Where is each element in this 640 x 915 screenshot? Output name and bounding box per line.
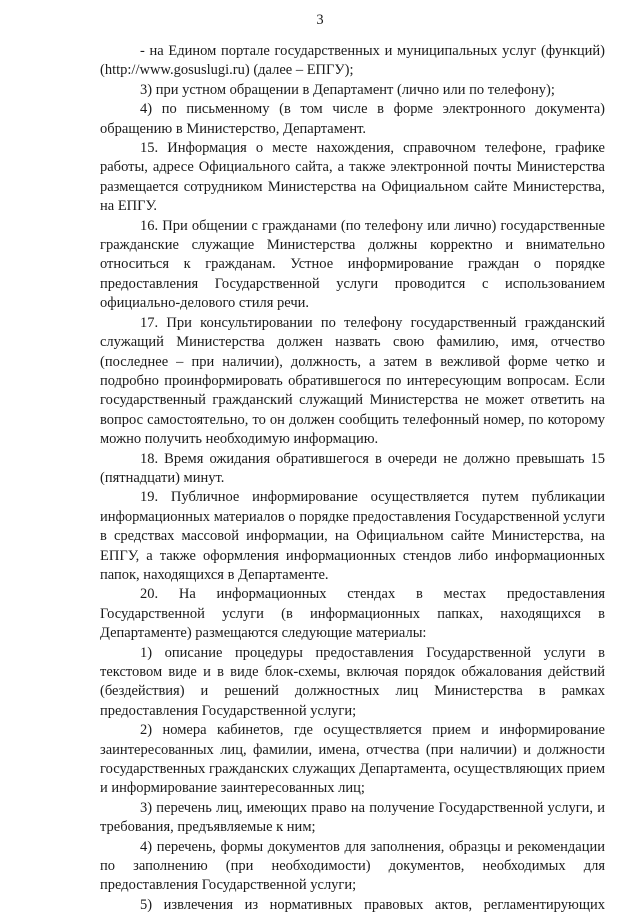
paragraph-20-item-4: 4) перечень, формы документов для заполнения, образцы и рекомендации по заполнению (при необходимости) документов, необходимых для предоставления Государственной услуги;	[100, 838, 605, 894]
document-body	[100, 42, 605, 915]
paragraph-20-item-3: 3) перечень лиц, имеющих право на получение Государственной услуги, и требования, предъявляемые к ним;	[100, 799, 605, 836]
paragraph-20: 20. На информационных стендах в местах предоставления Государственной услуги (в информационных папках, находящихся в Департаменте) размещаются следующие материалы:	[100, 586, 605, 642]
paragraph-19: 19. Публичное информирование осуществляется путем публикации информационных материалов о порядке предоставления Государственной услуги в средствах массовой информации, на Официальном сайте Министерства, на ЕПГУ, а также оформления информационных стендов либо информационных папок, находящихся в Департаменте.	[100, 489, 605, 583]
page-number: 3	[316, 12, 324, 28]
paragraph-17: 17. При консультировании по телефону государственный гражданский служащий Министерства должен назвать свою фамилию, имя, отчество (последнее – при наличии), должность, а затем в вежливой форме четко и подробно проинформировать обратившегося по интересующим вопросам. Если государственный гражданский служащий Министерства не может ответить на вопрос самостоятельно, то он должен сообщить телефонный номер, по которому можно получить необходимую информацию.	[100, 314, 605, 448]
paragraph-epgu-item: - на Едином портале государственных и муниципальных услуг (функций) (http://www.gosuslugi.ru) (далее – ЕПГУ);	[100, 43, 605, 79]
paragraph-20-item-1: 1) описание процедуры предоставления Государственной услуги в текстовом виде и в виде блок-схемы, включая порядок обжалования действий (бездействия) и решений должностных лиц Министерства в рамках предоставления Государственной услуги;	[100, 644, 605, 719]
paragraph-item-3-oral: 3) при устном обращении в Департамент (лично или по телефону);	[140, 81, 555, 98]
paragraph-18: 18. Время ожидания обратившегося в очереди не должно превышать 15 (пятнадцати) минут.	[100, 450, 605, 486]
paragraph-16: 16. При общении с гражданами (по телефону или лично) государственные гражданские служащие Министерства должны корректно и внимательно относиться к гражданам. Устное информирование граждан о порядке предоставления Государственной услуги проводится с использованием официально-делового стиля речи.	[100, 217, 605, 312]
paragraph-item-4-written: 4) по письменному (в том числе в форме электронного документа) обращению в Министерство, Департамент.	[100, 101, 605, 137]
paragraph-15: 15. Информация о месте нахождения, справочном телефоне, графике работы, адресе Официального сайта, а также электронной почты Министерства размещается сотрудником Министерства на Официальном сайте Министерства, на ЕПГУ.	[100, 140, 605, 215]
paragraph-20-item-5: 5) извлечения из нормативных правовых актов, регламентирующих	[140, 896, 605, 913]
paragraph-20-item-2: 2) номера кабинетов, где осуществляется прием и информирование заинтересованных лиц, фамилии, имена, отчества (при наличии) и должности государственных гражданских служащих Департамента, осуществляющих прием и информирование заинтересованных лиц;	[100, 722, 605, 797]
